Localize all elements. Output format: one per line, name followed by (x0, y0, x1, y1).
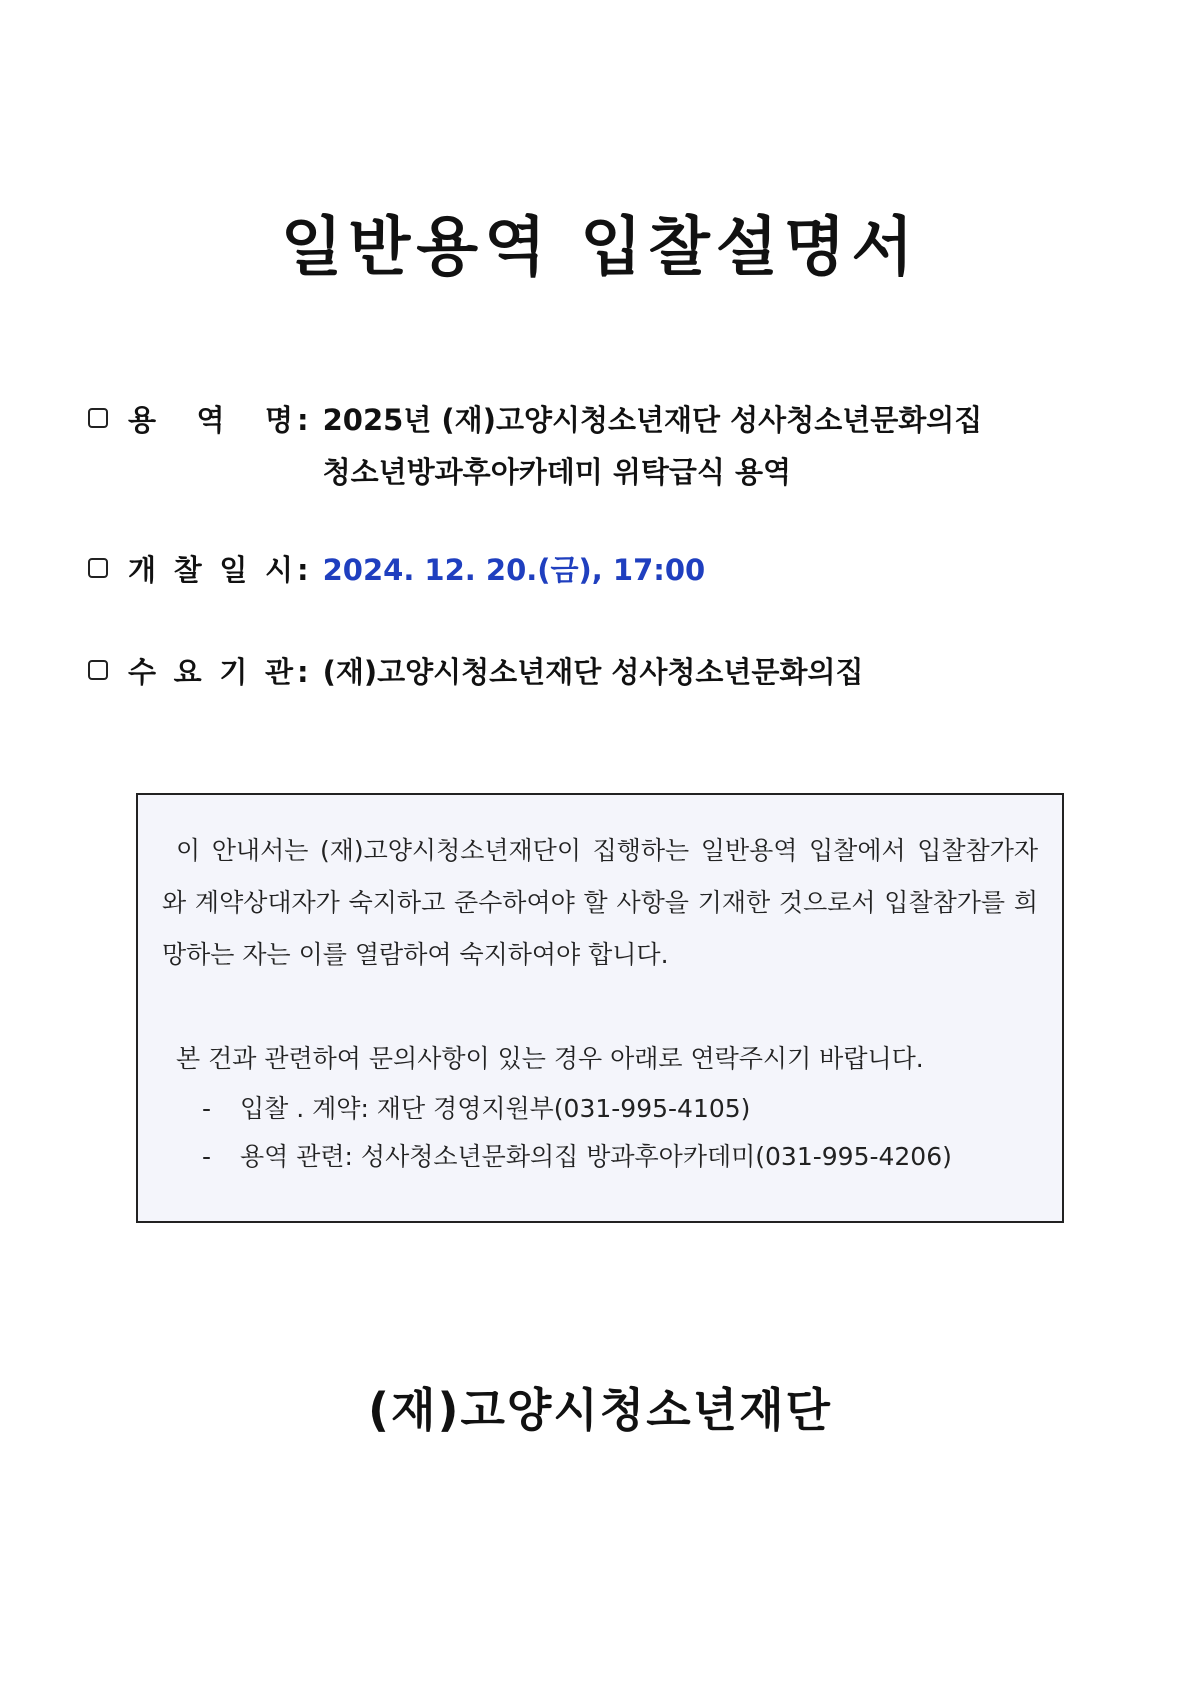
label-char: 일 (219, 553, 248, 587)
label-char: 역 (196, 403, 225, 437)
label-colon: : (297, 553, 309, 587)
service-name-line-1: 2025년 (재)고양시청소년재단 성사청소년문화의집 (322, 403, 983, 437)
contact-text: 입찰 . 계약: 재단 경영지원부(031-995-4105) (240, 1094, 751, 1123)
contact-text: 용역 관련: 성사청소년문화의집 방과후아카데미(031-995-4206) (240, 1142, 952, 1171)
info-label (128, 394, 293, 446)
service-name-line-2: 청소년방과후아카데미 위탁급식 용역 (322, 455, 792, 489)
label-char: 용 (128, 403, 157, 437)
contact-item-bidding (162, 1085, 1038, 1133)
info-values (323, 394, 983, 498)
opening-datetime-value: 2024. 12. 20.(금), 17:00 (322, 553, 706, 587)
notice-paragraph-text: 이 안내서는 (재)고양시청소년재단이 집행하는 일반용역 입찰에서 입찰참가자와 계약상대자가 숙지하고 준수하여야 할 사항을 기재한 것으로서 입찰참가를 희망하는 자는 이를 열람하여 숙지하여야 합니다. (162, 836, 1038, 969)
label-colon: : (297, 403, 309, 437)
checkbox-icon (88, 408, 108, 428)
label-char: 요 (173, 655, 202, 689)
checkbox-icon (88, 660, 108, 680)
document-title: 일반용역 입찰설명서 (280, 211, 920, 285)
label-char: 개 (128, 553, 157, 587)
label-char: 기 (219, 655, 248, 689)
checkbox-icon (88, 558, 108, 578)
notice-box (136, 793, 1064, 1223)
dash-bullet: - (202, 1142, 212, 1171)
info-values (323, 544, 706, 596)
contact-item-service (162, 1133, 1038, 1181)
contact-intro: 본 건과 관련하여 문의사항이 있는 경우 아래로 연락주시기 바랍니다. (176, 1044, 924, 1073)
info-label (128, 544, 293, 596)
info-row-opening-datetime (88, 544, 705, 596)
info-label (128, 646, 293, 698)
label-char: 명 (264, 403, 293, 437)
demand-agency-value: (재)고양시청소년재단 성사청소년문화의집 (322, 655, 864, 689)
label-char: 찰 (173, 553, 202, 587)
organization-name: (재)고양시청소년재단 (368, 1383, 832, 1437)
info-row-service-name (88, 394, 982, 498)
label-char: 관 (264, 655, 293, 689)
label-char: 수 (128, 655, 157, 689)
info-values (323, 646, 864, 698)
label-char: 시 (264, 553, 293, 587)
info-row-demand-agency (88, 646, 863, 698)
contact-list (162, 1085, 1038, 1181)
notice-paragraph (162, 825, 1038, 981)
dash-bullet: - (202, 1094, 212, 1123)
label-colon: : (297, 655, 309, 689)
